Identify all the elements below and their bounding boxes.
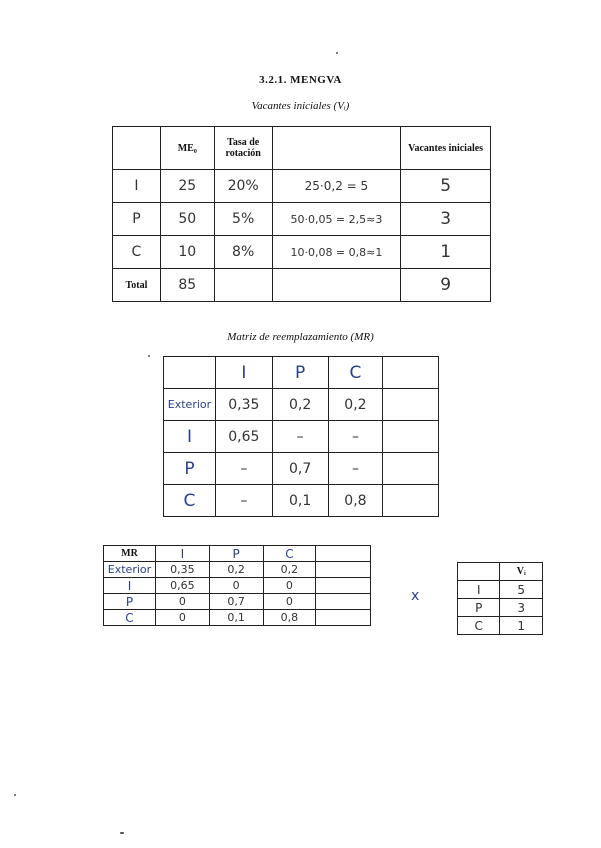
mr-cell: 0 <box>155 594 209 610</box>
vacantes-cell: C <box>113 236 161 269</box>
mr-header-cell: C <box>263 546 316 562</box>
matriz-cell <box>383 421 439 453</box>
vi-row <box>458 617 543 635</box>
matriz-row <box>164 485 439 517</box>
matriz-header-row <box>164 357 439 389</box>
mr-cell: 0 <box>263 594 316 610</box>
vi-row <box>458 599 543 617</box>
vacantes-cell: Total <box>113 269 161 302</box>
vi-cell: P <box>458 599 500 617</box>
mr-header-cell <box>316 546 371 562</box>
vacantes-cell: 5% <box>214 203 272 236</box>
matriz-cell: 0,7 <box>272 453 328 485</box>
matriz-row <box>164 453 439 485</box>
matriz-cell <box>383 453 439 485</box>
vacantes-row <box>113 203 491 236</box>
mr-cell: 0,65 <box>155 578 209 594</box>
vacantes-total-row <box>113 269 491 302</box>
matriz-cell: 0,2 <box>328 389 383 421</box>
mr-cell: P <box>104 594 156 610</box>
vi-header-cell <box>458 563 500 581</box>
mr-row <box>104 562 371 578</box>
scan-speck <box>14 794 16 796</box>
matriz-cell: 0,2 <box>272 389 328 421</box>
vi-row <box>458 581 543 599</box>
mr-header-cell: I <box>155 546 209 562</box>
matriz-cell: 0,1 <box>272 485 328 517</box>
vacantes-cell: I <box>113 170 161 203</box>
matriz-cell: 0,35 <box>215 389 272 421</box>
mr-row <box>104 610 371 626</box>
mr-cell: 0,8 <box>263 610 316 626</box>
matriz-cell: P <box>164 453 216 485</box>
scan-speck <box>120 832 124 834</box>
mr-cell: 0,2 <box>263 562 316 578</box>
mr-cell: 0,2 <box>209 562 263 578</box>
section-title: 3.2.1. MENGVA <box>259 74 342 86</box>
mr-cell: 0,1 <box>209 610 263 626</box>
matriz-cell: C <box>164 485 216 517</box>
vi-cell: 3 <box>500 599 543 617</box>
vacantes-cell: 8% <box>214 236 272 269</box>
matriz-cell: – <box>215 453 272 485</box>
mr-cell: 0,7 <box>209 594 263 610</box>
vacantes-header-cell: Vacantes iniciales <box>401 127 491 170</box>
mr-cell <box>316 562 371 578</box>
mr-cell: 0 <box>155 610 209 626</box>
mr-cell: 0 <box>263 578 316 594</box>
vacantes-cell <box>214 269 272 302</box>
matriz-cell: 0,65 <box>215 421 272 453</box>
matriz-caption: Matriz de reemplazamiento (MR) <box>227 331 374 343</box>
vacantes-cell: 3 <box>401 203 491 236</box>
scan-speck <box>336 52 338 54</box>
vacantes-cell: 50·0,05 = 2,5≈3 <box>272 203 401 236</box>
mr-header-cell: MR <box>104 546 156 562</box>
vacantes-header-cell <box>113 127 161 170</box>
vacantes-caption: Vacantes iniciales (Vᵢ) <box>251 100 350 112</box>
mr-table <box>103 545 371 626</box>
vacantes-header-cell: Tasa de rotación <box>214 127 272 170</box>
matriz-header-cell: I <box>215 357 272 389</box>
vi-cell: 5 <box>500 581 543 599</box>
matriz-header-cell <box>164 357 216 389</box>
vacantes-cell: 85 <box>160 269 214 302</box>
matriz-cell: Exterior <box>164 389 216 421</box>
vacantes-cell: 10·0,08 = 0,8≈1 <box>272 236 401 269</box>
matriz-cell: – <box>328 453 383 485</box>
mr-header-cell: P <box>209 546 263 562</box>
vacantes-row <box>113 236 491 269</box>
vacantes-cell: 1 <box>401 236 491 269</box>
vacantes-cell: 25 <box>160 170 214 203</box>
vi-cell: C <box>458 617 500 635</box>
scan-speck <box>148 355 150 357</box>
mr-cell: I <box>104 578 156 594</box>
matriz-cell <box>383 485 439 517</box>
mr-cell: 0 <box>209 578 263 594</box>
mr-cell <box>316 610 371 626</box>
mr-cell <box>316 578 371 594</box>
vi-table <box>457 562 543 635</box>
matriz-cell: – <box>272 421 328 453</box>
matriz-cell <box>383 389 439 421</box>
vacantes-cell: 50 <box>160 203 214 236</box>
vacantes-header-cell <box>272 127 401 170</box>
mr-cell: 0,35 <box>155 562 209 578</box>
matriz-header-cell <box>383 357 439 389</box>
vacantes-header-cell: ME₀ <box>160 127 214 170</box>
vacantes-row <box>113 170 491 203</box>
vacantes-cell: 10 <box>160 236 214 269</box>
matriz-row <box>164 421 439 453</box>
multiply-symbol: x <box>411 588 420 604</box>
vacantes-cell: 20% <box>214 170 272 203</box>
vi-cell: I <box>458 581 500 599</box>
vacantes-table <box>112 126 491 302</box>
matriz-header-cell: C <box>328 357 383 389</box>
vacantes-cell: 5 <box>401 170 491 203</box>
vacantes-cell: 25·0,2 = 5 <box>272 170 401 203</box>
vacantes-header-row <box>113 127 491 170</box>
mr-cell: C <box>104 610 156 626</box>
vi-header-row <box>458 563 543 581</box>
matriz-header-cell: P <box>272 357 328 389</box>
mr-cell: Exterior <box>104 562 156 578</box>
vacantes-cell: P <box>113 203 161 236</box>
matriz-table <box>163 356 439 517</box>
vi-header-cell: Vᵢ <box>500 563 543 581</box>
mr-row <box>104 578 371 594</box>
vacantes-cell <box>272 269 401 302</box>
matriz-row <box>164 389 439 421</box>
matriz-cell: 0,8 <box>328 485 383 517</box>
matriz-cell: I <box>164 421 216 453</box>
matriz-cell: – <box>328 421 383 453</box>
vacantes-cell: 9 <box>401 269 491 302</box>
mr-cell <box>316 594 371 610</box>
mr-header-row <box>104 546 371 562</box>
matriz-cell: – <box>215 485 272 517</box>
mr-row <box>104 594 371 610</box>
vi-cell: 1 <box>500 617 543 635</box>
